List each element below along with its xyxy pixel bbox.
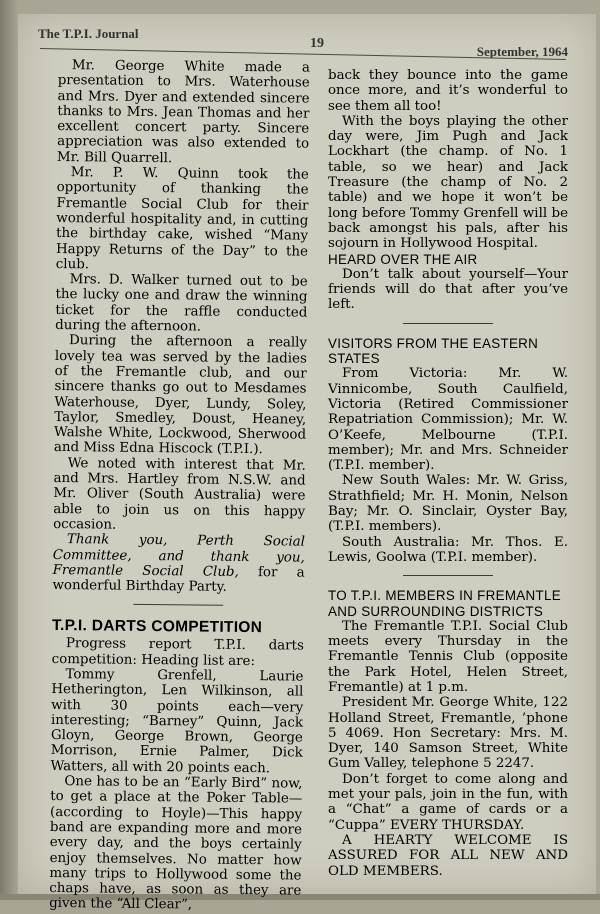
paragraph: Tommy Grenfell, Laurie Hetherington, Len Wilkinson, all with 30 points each—very interesting; “Barney” Quinn, Jack Gloyn, George Brown, George Morrison, Ernie Palmer, Dick Watters, all with 20 points each. xyxy=(50,667,304,777)
paragraph: South Australia: Mr. Thos. E. Lewis, Goolwa (T.P.I. member). xyxy=(328,534,568,565)
page-header xyxy=(38,26,568,59)
paragraph: Progress report T.P.I. darts competition: Heading list are: xyxy=(51,636,304,669)
paragraph: Mrs. D. Walker turned out to be the lucky one and draw the winning ticket for the raffle conducted during the afternoon. xyxy=(55,272,308,335)
members-heading: TO T.P.I. MEMBERS IN FREMANTLE AND SURROUNDING DISTRICTS xyxy=(328,588,561,619)
thanks-tail: for a wonderful Birthday Party. xyxy=(52,564,305,595)
paragraph: With the boys playing the other day were, Jim Pugh and Jack Lockhart (the champ. of No. 1 table, so we hear) and Jack Treasure (the champ of No. 2 table) and we hope it won’t be long before Tommy Grenfell will be back amongst his pals, after his sojourn in Hollywood Hospital. xyxy=(328,113,568,252)
paragraph: From Victoria: Mr. W. Vinnicombe, South Caulfield, Victoria (Retired Commissioner Repatriation Commission); Mr. W. O’Keefe, Melbourne (T.P.I. member); Mr. and Mrs. Schneider (T.P.I. member). xyxy=(328,366,568,474)
issue-date: September, 1964 xyxy=(476,44,568,59)
visitors-heading: VISITORS FROM THE EASTERN STATES xyxy=(328,335,539,367)
paragraph: Mr. P. W. Quinn took the opportunity of thanking the Fremantle Social Club for their wonderful hospitality and, in cutting the birthday cake, wished “Many Happy Returns of the Day” to the club. xyxy=(55,165,309,273)
heard-heading: HEARD OVER THE AIR xyxy=(328,251,478,267)
right-column xyxy=(328,68,568,879)
journal-title: The T.P.I. Journal xyxy=(38,26,139,41)
section-divider xyxy=(403,575,493,576)
paragraph: One has to be an “Early Bird” now, to get a place at the Poker Table—(according to Hoyle)—This happy band are expanding more and more every day, and the boys certainly enjoy themselves. No matter how many trips to Hollywood some the chaps have, as soon as they are given the “All Clear”, xyxy=(49,774,303,913)
left-column xyxy=(49,58,310,914)
paragraph: We noted with interest that Mr. and Mrs. Hartley from N.S.W. and Mr. Oliver (South Australia) were able to join us on this happy occasion. xyxy=(53,455,306,533)
darts-heading: T.P.I. DARTS COMPETITION xyxy=(51,617,263,637)
paragraph: Don’t forget to come along and met your pals, join in the fun, with a “Chat” a game of cards or a “Cuppa” EVERY THURSDAY. xyxy=(328,771,568,833)
paragraph: New South Wales: Mr. W. Griss, Strathfield; Mr. H. Monin, Nelson Bay; Mr. O. Sinclair, Oyster Bay, (T.P.I. members). xyxy=(328,473,568,535)
page-number: 19 xyxy=(310,36,324,51)
section-divider xyxy=(133,604,223,606)
paragraph: The Fremantle T.P.I. Social Club meets every Thursday in the Fremantle Tennis Club (opposite the Park Hotel, Helen Street, Fremantle) at 1 p.m. xyxy=(328,618,568,695)
paragraph: back they bounce into the game once more, and it’s wonderful to see them all too! xyxy=(328,68,568,114)
paragraph: During the afternoon a really lovely tea was served by the ladies of the Fremantle club, and our sincere thanks go out to Mesdames Waterhouse, Dyer, Lundy, Soley, Taylor, Smedley, Doust, Heaney, Walshe White, Lockwood, Sherwood and Miss Edna Hiscock (T.P.I.). xyxy=(53,333,308,458)
book-spine xyxy=(0,0,18,900)
paragraph: Mr. George White made a presentation to Mrs. Waterhouse and Mrs. Dyer and extended sincere thanks to Mrs. Jean Thomas and her excellent concert party. Sincere appreciation was also extended to Mr. Bill Quarrell. xyxy=(56,58,310,166)
paragraph: A HEARTY WELCOME IS ASSURED FOR ALL NEW AND OLD MEMBERS. xyxy=(328,832,568,879)
paragraph-thanks xyxy=(52,532,305,596)
italic-thanks: Thank you, Perth Social Committee, and thank you, Fremantle Social Club, xyxy=(52,532,306,580)
section-divider xyxy=(403,323,493,324)
paragraph: President Mr. George White, 122 Holland Street, Fremantle, ’phone 5 4069. Hon Secretary: Mrs. M. Dyer, 140 Samson Street, White Gum Valley, telephone 5 2247. xyxy=(328,695,568,772)
paragraph: Don’t talk about yourself—Your friends will do that after you’ve left. xyxy=(328,266,568,313)
